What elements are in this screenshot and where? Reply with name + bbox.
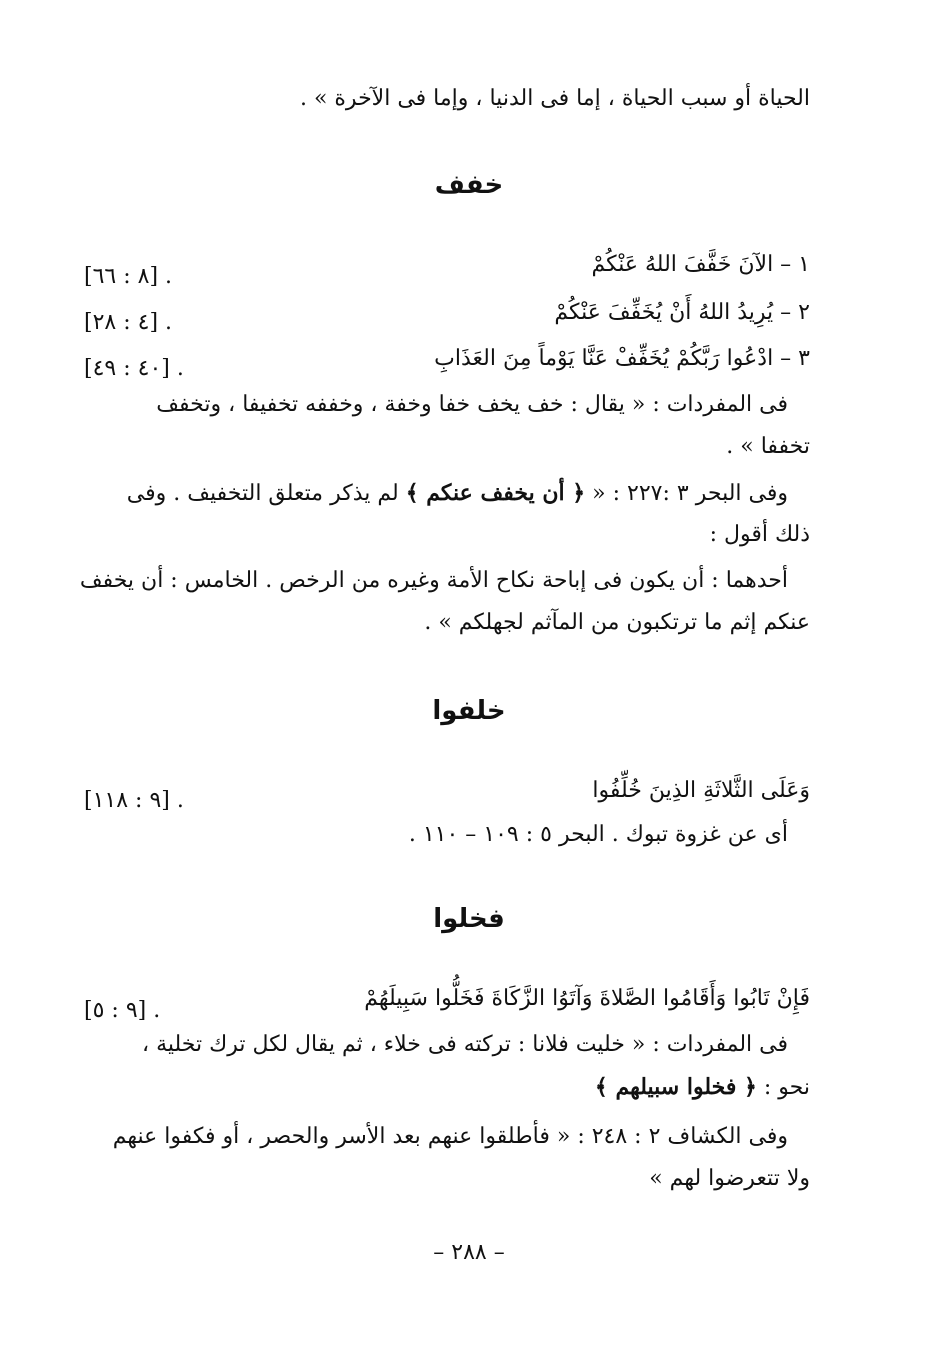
note-line	[84, 478, 788, 509]
verse-line: ٣ – ادْعُوا رَبَّكُمْ يُخَفِّفْ عَنَّا يَوْماً مِنَ العَذَابِ	[434, 346, 810, 371]
verse-line: ١ – الآنَ خَفَّفَ اللهُ عَنْكُمْ	[591, 252, 810, 277]
verse-reference: . [٨ : ٦٦]	[84, 264, 173, 289]
note-line: ذلك أقول :	[709, 522, 810, 547]
verse-reference: . [٤ : ٢٨]	[84, 310, 173, 335]
quran-quote: ﴿ فخلوا سبيلهم ﴾	[594, 1074, 757, 1100]
note-text: نحو :	[756, 1075, 810, 1100]
note-line: وفى الكشاف ٢ : ٢٤٨ : « فأطلقوا عنهم بعد الأسر والحصر ، أو فكفوا عنهم	[112, 1124, 788, 1149]
verse-reference: . [٩ : ١١٨]	[84, 788, 184, 813]
note-line	[84, 1072, 810, 1103]
note-line: عنكم إثم ما ترتكبون من المآثم لجهلكم » .	[424, 610, 810, 635]
page-number: – ٢٨٨ –	[433, 1240, 505, 1265]
quran-quote: ﴿ أن يخفف عنكم ﴾	[405, 480, 586, 506]
verse-reference: . [٤٠ : ٤٩]	[84, 356, 184, 381]
section-heading-khullifu: خلفوا	[432, 696, 506, 726]
section-heading-khaffafa: خفف	[434, 170, 504, 200]
intro-line: الحياة أو سبب الحياة ، إما فى الدنيا ، وإما فى الآخرة » .	[299, 86, 810, 111]
note-line: ولا تتعرضوا لهم »	[649, 1166, 810, 1191]
note-line: فى المفردات : « خليت فلانا : تركته فى خلاء ، ثم يقال لكل ترك تخلية ،	[142, 1032, 788, 1057]
verse-line: فَإِنْ تَابُوا وَأَقَامُوا الصَّلاةَ وَآتَوُا الزَّكَاةَ فَخَلُّوا سَبِيلَهُمْ	[364, 986, 810, 1011]
note-line: تخففا » .	[726, 434, 810, 459]
note-line: أحدهما : أن يكون فى إباحة نكاح الأمة وغيره من الرخص . الخامس : أن يخفف	[79, 568, 788, 593]
note-line: أى عن غزوة تبوك . البحر ٥ : ١٠٩ – ١١٠ .	[408, 822, 788, 847]
note-text: وفى البحر ٣ :٢٢٧ : «	[585, 481, 788, 506]
note-line: فى المفردات : « يقال : خف يخف خفا وخفة ، وخففه تخفيفا ، وتخفف	[156, 392, 788, 417]
section-heading-fakhallu: فخلوا	[433, 904, 505, 934]
verse-line: وَعَلَى الثَّلاثَةِ الذِينَ خُلِّفُوا	[592, 778, 810, 803]
verse-reference: . [٩ : ٥]	[84, 998, 161, 1023]
verse-line: ٢ – يُرِيدُ اللهُ أَنْ يُخَفِّفَ عَنْكُمْ	[554, 300, 810, 325]
note-text: لم يذكر متعلق التخفيف . وفى	[126, 481, 406, 506]
